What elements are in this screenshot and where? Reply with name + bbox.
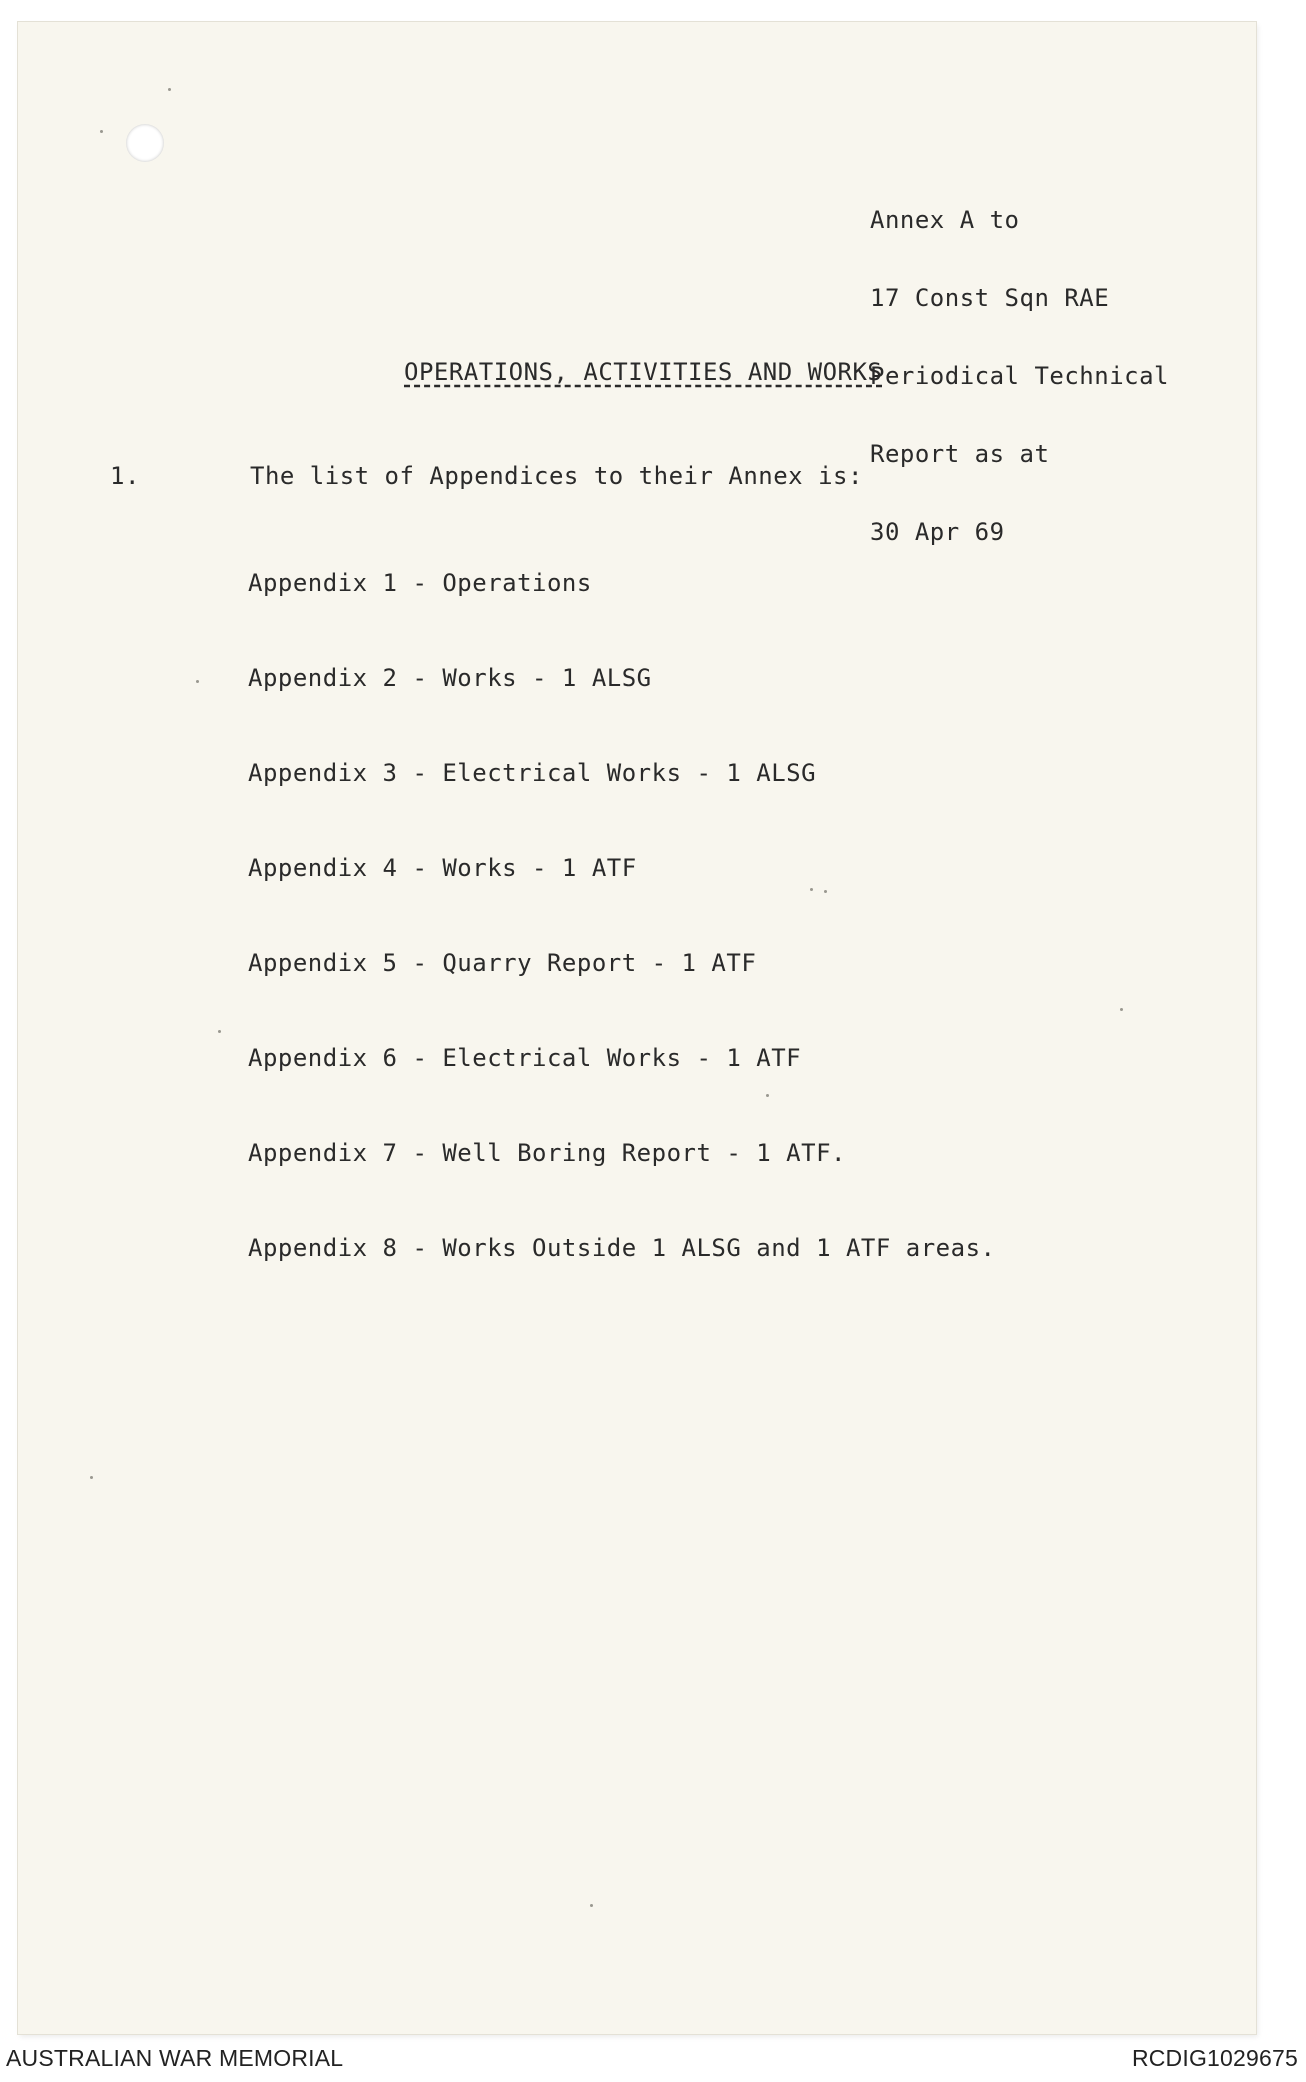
annex-reference-line: Periodical Technical bbox=[870, 362, 1169, 390]
appendix-item: Appendix 8 - Works Outside 1 ALSG and 1 ATF areas. bbox=[248, 1234, 996, 1262]
appendix-item: Appendix 6 - Electrical Works - 1 ATF bbox=[248, 1044, 802, 1072]
appendix-item: Appendix 4 - Works - 1 ATF bbox=[248, 854, 637, 882]
paper-speck bbox=[168, 88, 171, 91]
paper-speck bbox=[1120, 1008, 1123, 1011]
annex-reference-line: Annex A to bbox=[870, 206, 1020, 234]
appendix-item: Appendix 5 - Quarry Report - 1 ATF bbox=[248, 949, 757, 977]
paper-speck bbox=[100, 130, 103, 133]
appendix-item: Appendix 1 - Operations bbox=[248, 569, 592, 597]
appendix-item: Appendix 7 - Well Boring Report - 1 ATF. bbox=[248, 1139, 846, 1167]
annex-reference-line: 17 Const Sqn RAE bbox=[870, 284, 1110, 312]
paper-speck bbox=[218, 1030, 221, 1033]
footer-institution: AUSTRALIAN WAR MEMORIAL bbox=[6, 2045, 344, 2071]
appendix-item: Appendix 3 - Electrical Works - 1 ALSG bbox=[248, 759, 817, 787]
paper-speck bbox=[196, 680, 199, 683]
footer-catalogue-id: RCDIG1029675 bbox=[1131, 2045, 1298, 2071]
paper-speck bbox=[90, 1476, 93, 1479]
paper-speck bbox=[590, 1904, 593, 1907]
paragraph-number: 1. bbox=[110, 462, 140, 490]
paragraph-intro: The list of Appendices to their Annex is: bbox=[250, 462, 863, 490]
document-heading: OPERATIONS, ACTIVITIES AND WORKS bbox=[404, 358, 883, 386]
punch-hole bbox=[126, 124, 164, 162]
annex-reference-line: 30 Apr 69 bbox=[870, 518, 1005, 546]
annex-reference-line: Report as at bbox=[870, 440, 1050, 468]
appendix-list bbox=[248, 512, 995, 1328]
appendix-item: Appendix 2 - Works - 1 ALSG bbox=[248, 664, 652, 692]
